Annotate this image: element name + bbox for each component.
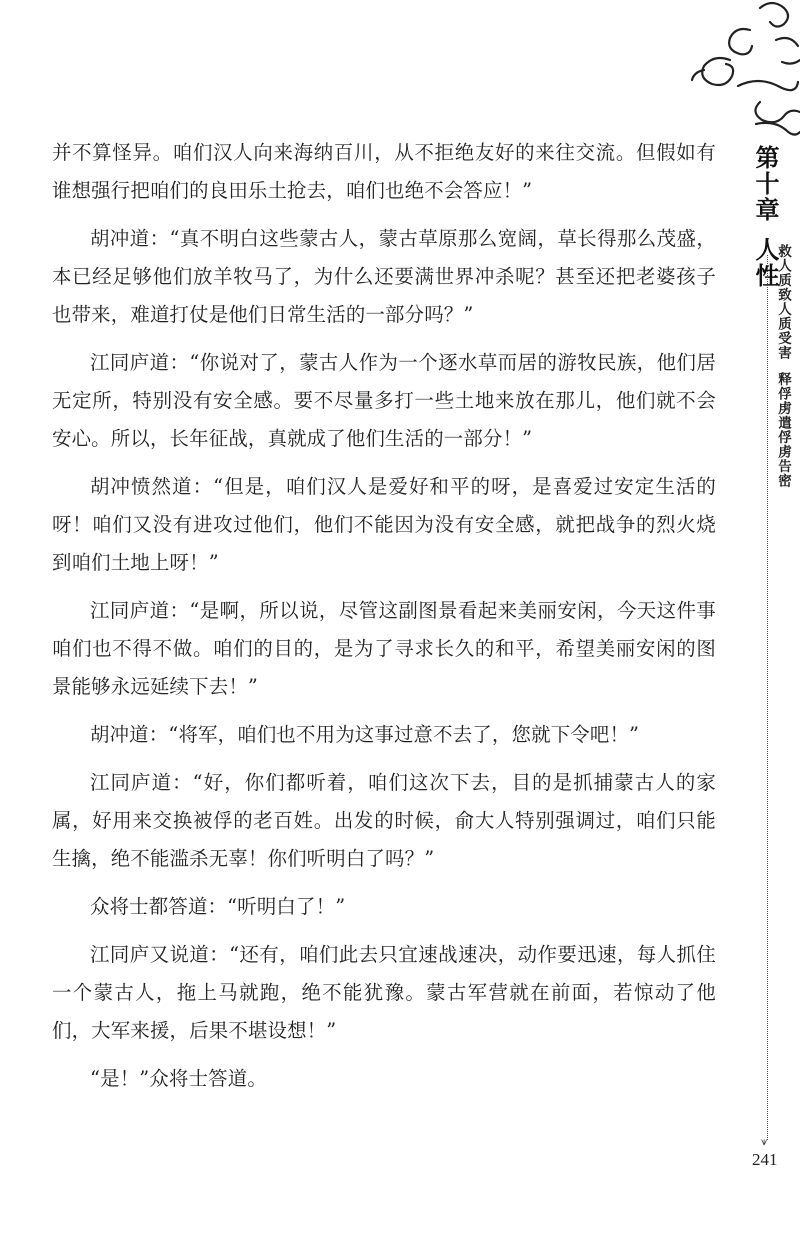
page-number: 241 [752, 1150, 778, 1169]
chapter-subtitle-2: 释俘虏遣俘虏告密 [775, 372, 791, 488]
paragraph: 众将士都答道：“听明白了！” [90, 895, 346, 918]
paragraph: 江同庐道：“你说对了，蒙古人作为一个逐水草而居的游牧民族，他们居无定所，特别没有安全感。要不尽量多打一些土地来放在那儿，他们就不会安心。所以，长年征战，真就成了他们生活的一部分！” [52, 351, 716, 450]
paragraph: 胡冲道：“真不明白这些蒙古人，蒙古草原那么宽阔，草长得那么茂盛，本已经足够他们放羊牧马了，为什么还要满世界冲杀呢？甚至还把老婆孩子也带来，难道打仗是他们日常生活的一部分吗？” [52, 227, 716, 326]
chapter-number: 第十章 [751, 145, 780, 223]
paragraph: 胡冲道：“将军，咱们也不用为这事过意不去了，您就下令吧！” [90, 723, 640, 746]
rule-end-marker-icon: ⩛ [761, 1135, 768, 1148]
chapter-subtitles [776, 232, 790, 488]
margin-dotted-rule [767, 255, 768, 1140]
body-text [52, 134, 716, 1108]
chapter-title: 人性 [751, 237, 780, 289]
paragraph: 江同庐又说道：“还有，咱们此去只宜速战速决，动作要迅速，每人抓住一个蒙古人，拖上马就跑，绝不能犹豫。蒙古军营就在前面，若惊动了他们，大军来援，后果不堪设想！” [52, 943, 716, 1042]
chapter-subtitle-1: 救人质致人质受害 [775, 244, 791, 360]
paragraph: 江同庐道：“好，你们都听着，咱们这次下去，目的是抓捕蒙古人的家属，好用来交换被俘的老百姓。出发的时候，俞大人特别强调过，咱们只能生擒，绝不能滥杀无辜！你们听明白了吗？” [52, 771, 716, 870]
paragraph: “是！”众将士答道。 [90, 1067, 267, 1090]
paragraph: 江同庐道：“是啊，所以说，尽管这副图景看起来美丽安闲，今天这件事咱们也不得不做。咱们的目的，是为了寻求长久的和平，希望美丽安闲的图景能够永远延续下去！” [52, 599, 716, 698]
paragraph: 并不算怪异。咱们汉人向来海纳百川，从不拒绝友好的来往交流。但假如有谁想强行把咱们的良田乐土抢去，咱们也绝不会答应！” [52, 141, 716, 202]
paragraph: 胡冲愤然道：“但是，咱们汉人是爱好和平的呀，是喜爱过安定生活的呀！咱们又没有进攻过他们，他们不能因为没有安全感，就把战争的烈火烧到咱们土地上呀！” [52, 475, 716, 574]
